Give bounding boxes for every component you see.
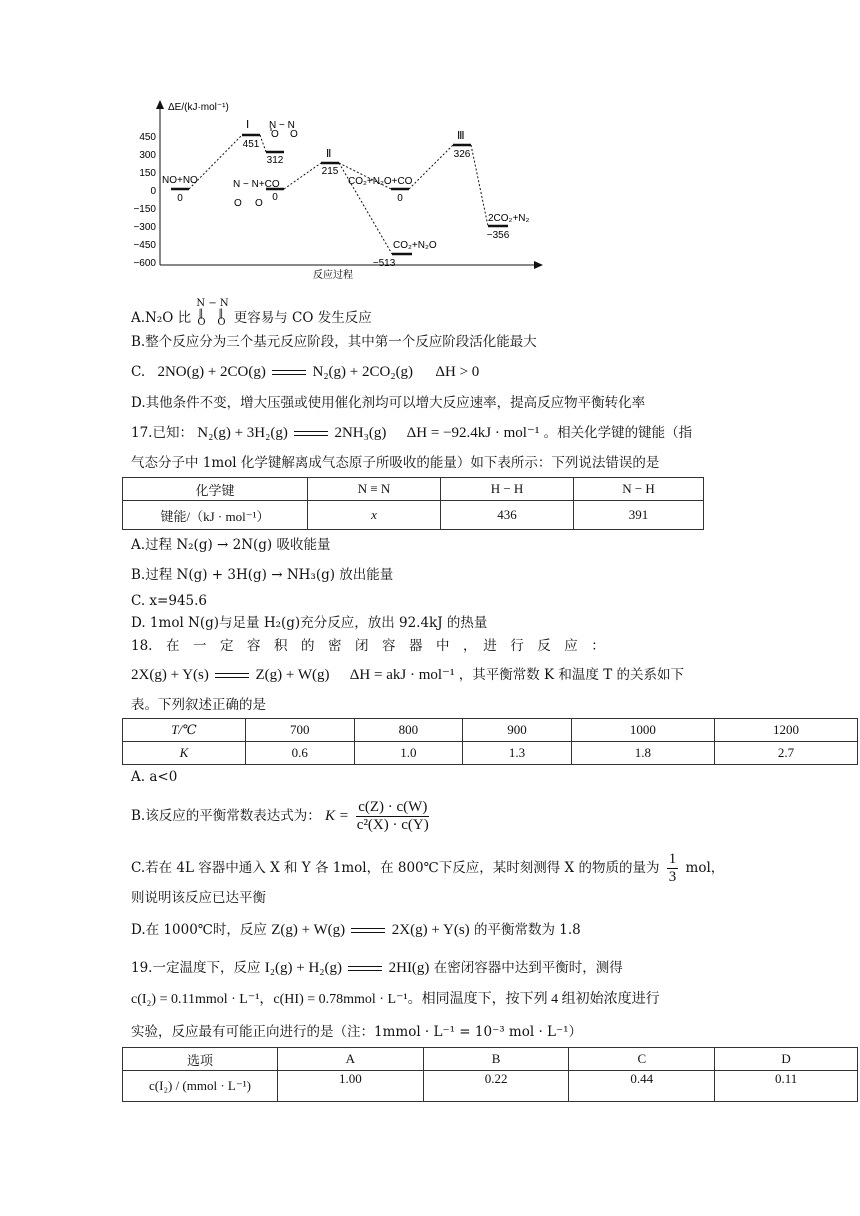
table-row: 选项 A B C D bbox=[123, 1048, 858, 1071]
species-labels bbox=[162, 119, 530, 251]
q16-option-a bbox=[131, 298, 372, 328]
reaction-path bbox=[189, 135, 488, 254]
svg-text:O: O bbox=[271, 129, 279, 140]
q16-a-post: 更容易与 CO 发生反应 bbox=[233, 310, 372, 326]
x-axis-label: 反应过程 bbox=[313, 270, 353, 280]
y-tick: 450 bbox=[139, 132, 156, 143]
q19-options-table bbox=[122, 1047, 858, 1102]
species-label: N − N+CO bbox=[233, 179, 280, 190]
q19-stem: 19.一定温度下，反应 I₂(g) + H₂(g) 2HI(g) 在密闭容器中达到平衡时，测得 bbox=[131, 960, 623, 976]
level-value: 215 bbox=[321, 166, 339, 177]
species-label: CO₂+N₂O+CO bbox=[348, 176, 413, 187]
q18-option-d: D.在 1000℃时，反应 Z(g) + W(g) 2X(g) + Y(s) 的平衡常数为 1.8 bbox=[131, 922, 581, 938]
equilibrium-arrow bbox=[348, 964, 382, 974]
species-label: 2CO₂+N₂ bbox=[488, 213, 530, 224]
x-axis-arrow bbox=[534, 261, 543, 269]
q16-option-c: C. 2NO(g) + 2CO(g) N₂(g) + 2CO₂(g) ΔH > 0 bbox=[131, 364, 480, 380]
y-tick: 150 bbox=[139, 168, 156, 179]
species-label: CO₂+N₂O bbox=[393, 240, 437, 251]
y-tick: −450 bbox=[133, 240, 156, 251]
level-value: 326 bbox=[453, 149, 471, 160]
q18-stem-line3: 表。下列叙述正确的是 bbox=[131, 697, 266, 713]
species-label: N − N bbox=[269, 120, 295, 131]
y-tick: −600 bbox=[133, 258, 156, 269]
equilibrium-constant-fraction: $\frac{c(Z) \cdot c(W)}{\text{c²(X) · c(Y)}}$ bbox=[356, 799, 429, 833]
y-tick: 0 bbox=[150, 186, 156, 197]
q18-option-c-line2: 则说明该反应已达平衡 bbox=[131, 890, 266, 906]
table-row: T/℃ 700 800 900 1000 1200 bbox=[123, 719, 858, 742]
q19-stem-line2: c(I₂) = 0.11mmol · L⁻¹，c(HI) = 0.78mmol · L⁻¹。相同温度下，按下列 4 组初始浓度进行 bbox=[131, 992, 660, 1007]
equilibrium-arrow bbox=[215, 671, 249, 681]
level-value: 0 bbox=[272, 192, 278, 203]
svg-text:O: O bbox=[255, 198, 263, 209]
equilibrium-arrow bbox=[272, 368, 306, 378]
level-value: 0 bbox=[397, 193, 403, 204]
energy-profile-diagram bbox=[128, 95, 558, 280]
q17-option-b: B.过程 N(g) + 3H(g) → NH₃(g) 放出能量 bbox=[131, 567, 394, 583]
species-label: Ⅰ bbox=[246, 119, 250, 131]
level-value: −513 bbox=[372, 258, 396, 269]
q18-stem-eq: 2X(g) + Y(s) Z(g) + W(g) ΔH = akJ · mol⁻¹ ，其平衡常数 K 和温度 T 的关系如下 bbox=[131, 667, 685, 683]
q18-option-a: A. a<0 bbox=[131, 769, 178, 785]
table-row: 化学键 N ≡ N H − H N − H bbox=[123, 478, 704, 501]
species-label: Ⅲ bbox=[457, 130, 465, 142]
level-value: 451 bbox=[242, 139, 260, 150]
y-axis-label: ΔE/(kJ·mol⁻¹) bbox=[168, 102, 229, 113]
q17-stem: 17.已知： N₂(g) + 3H₂(g) 2NH₃(g) ΔH = −92.4kJ · mol⁻¹ 。相关化学键的键能（指 bbox=[131, 425, 693, 441]
svg-text:O: O bbox=[234, 198, 242, 209]
q18-option-c: C.若在 4L 容器中通入 X 和 Y 各 1mol，在 800℃下反应，某时刻测得 X 的物质的量为 $\frac{1}{3}$ mol， bbox=[131, 851, 725, 885]
equilibrium-arrow bbox=[294, 429, 328, 439]
species-label: NO+NO bbox=[162, 175, 198, 186]
q17-option-c: C. x=945.6 bbox=[131, 593, 208, 609]
species-label: Ⅱ bbox=[326, 148, 332, 160]
level-value: 312 bbox=[266, 155, 284, 166]
q17-stem-line2: 气态分子中 1mol 化学键解离成气态原子所吸收的能量）如下表所示：下列说法错误的是 bbox=[131, 455, 660, 471]
y-tick: −150 bbox=[133, 204, 156, 215]
y-axis-arrow bbox=[156, 100, 164, 109]
q18-stem: 18. 在 一 定 容 积 的 密 闭 容 器 中 ， 进 行 反 应 ： bbox=[131, 638, 605, 654]
q18-equilibrium-table bbox=[122, 718, 858, 765]
q18-option-b: B.该反应的平衡常数表达式为： K = $\frac{c(Z) \cdot c(W)}{\text{c²(X) · c(Y)}}$ bbox=[131, 799, 429, 833]
y-tick-labels bbox=[133, 132, 156, 269]
y-tick: −300 bbox=[133, 222, 156, 233]
n2o2-structure: N − N ‖ ‖ O O bbox=[196, 298, 229, 328]
equilibrium-arrow bbox=[351, 926, 385, 936]
q19-stem-line3: 实验，反应最有可能正向进行的是（注：1mmol · L⁻¹ = 10⁻³ mol · L⁻¹） bbox=[131, 1024, 583, 1040]
q17-bond-energy-table bbox=[122, 477, 704, 530]
level-value: 0 bbox=[177, 193, 183, 204]
table-row: 键能/（kJ · mol⁻¹） x 436 391 bbox=[123, 501, 704, 530]
q17-option-d: D. 1mol N(g)与足量 H₂(g)充分反应，放出 92.4kJ 的热量 bbox=[131, 615, 488, 631]
level-value: −356 bbox=[486, 230, 510, 241]
y-tick: 300 bbox=[139, 150, 156, 161]
q16-option-b: B.整个反应分为三个基元反应阶段，其中第一个反应阶段活化能最大 bbox=[131, 334, 537, 350]
one-third-fraction: $\frac{1}{3}$ bbox=[668, 851, 677, 885]
level-values bbox=[177, 139, 509, 269]
q16-option-d: D.其他条件不变，增大压强或使用催化剂均可以增大反应速率，提高反应物平衡转化率 bbox=[131, 395, 646, 411]
table-row: K 0.6 1.0 1.3 1.8 2.7 bbox=[123, 742, 858, 765]
table-row: c(I₂) / (mmol · L⁻¹) 1.00 0.22 0.44 0.11 bbox=[123, 1071, 858, 1102]
q16-a-pre: A.N₂O 比 bbox=[131, 310, 192, 326]
q17-option-a: A.过程 N₂(g) → 2N(g) 吸收能量 bbox=[131, 537, 331, 553]
svg-text:O: O bbox=[290, 129, 298, 140]
